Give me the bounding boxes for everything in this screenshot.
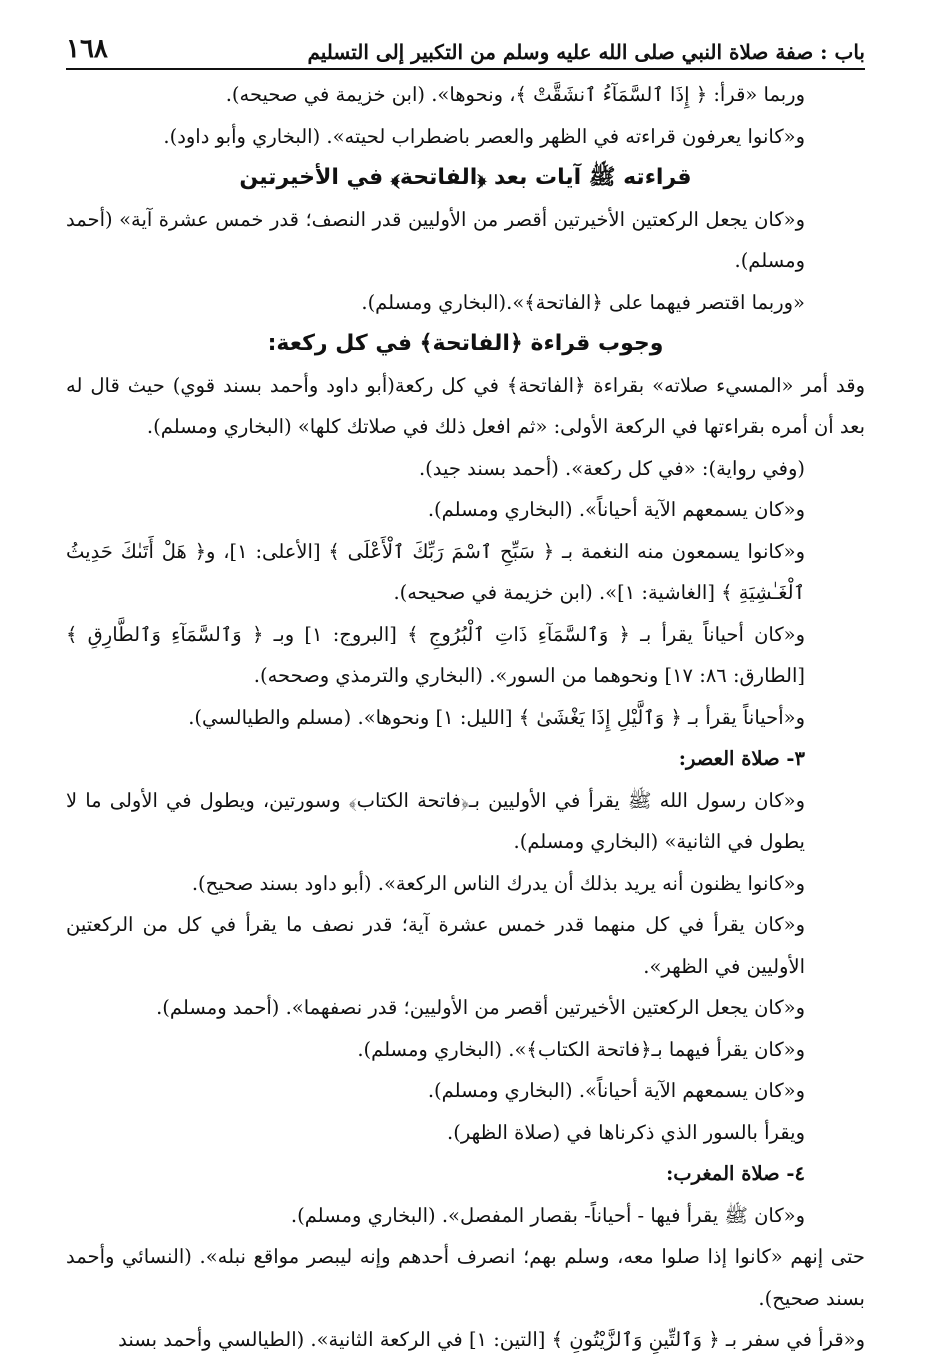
subsection-heading: ٤- صلاة المغرب:	[666, 1162, 805, 1185]
paragraph: و«كان يجعل الركعتين الأخيرتين أقصر من الأوليين؛ قدر نصفهما». (أحمد ومسلم).	[156, 996, 805, 1019]
subsection-heading: ٣- صلاة العصر:	[678, 747, 805, 770]
paragraph: ويقرأ بالسور الذي ذكرناها في (صلاة الظهر).	[447, 1120, 805, 1144]
section-heading: وجوب قراءة ﴿الفاتحة﴾ في كل ركعة:	[267, 331, 664, 356]
running-title: باب : صفة صلاة النبي صلى الله عليه وسلم من التكبير إلى التسليم	[307, 40, 865, 64]
page-body	[66, 74, 865, 1361]
paragraph: و«كان يسمعهم الآية أحياناً». (البخاري ومسلم).	[427, 1079, 805, 1102]
paragraph: و«كان يسمعهم الآية أحياناً». (البخاري ومسلم).	[427, 498, 805, 521]
paragraph: و«كان يجعل الركعتين الأخيرتين أقصر من الأوليين قدر النصف؛ قدر خمس عشرة آية» (أحمد ومسلم).	[66, 207, 805, 272]
paragraph: وقد أمر «المسيء صلاته» بقراءة ﴿الفاتحة﴾ في كل ركعة(أبو داود وأحمد بسند قوي) حيث قال له بعد أن أمره بقراءتها في الركعة الأولى: «ثم افعل ذلك في صلاتك كلها» (البخاري ومسلم).	[66, 373, 865, 438]
paragraph: و«كان ﷺ يقرأ فيها - أحياناً- بقصار المفصل». (البخاري ومسلم).	[290, 1203, 805, 1227]
paragraph: و«أحياناً يقرأ بـ ﴿ وَٱلَّيْلِ إِذَا يَغْشَىٰ ﴾ [الليل: ١] ونحوها». (مسلم والطيالسي).	[188, 705, 805, 729]
paragraph: «وربما اقتصر فيهما على ﴿الفاتحة﴾».(البخاري ومسلم).	[361, 290, 805, 314]
paragraph: و«كانوا يعرفون قراءته في الظهر والعصر باضطراب لحيته». (البخاري وأبو داود).	[163, 124, 805, 148]
paragraph: حتى إنهم «كانوا إذا صلوا معه، وسلم بهم؛ انصرف أحدهم وإنه ليبصر مواقع نبله». (النسائي وأحمد بسند صحيح).	[66, 1245, 865, 1310]
section-heading: قراءته ﷺ آيات بعد ﴿الفاتحة﴾ في الأخيرتين	[239, 165, 692, 190]
paragraph: و«قرأ في سفر بـ ﴿ وَٱلتِّينِ وَٱلزَّيْتُونِ ﴾ [التين: ١] في الركعة الثانية». (الطيالسي وأحمد بسند	[118, 1328, 865, 1351]
page-number: ١٦٨	[66, 34, 108, 64]
paragraph: و«كان رسول الله ﷺ يقرأ في الأوليين بـ﴿فاتحة الكتاب﴾ وسورتين، ويطول في الأولى ما لا يطول في الثانية» (البخاري ومسلم).	[66, 788, 805, 853]
paragraph: و«كان يقرأ فيهما بـ﴿فاتحة الكتاب﴾». (البخاري ومسلم).	[357, 1037, 805, 1061]
paragraph: و«كان يقرأ في كل منهما قدر خمس عشرة آية؛ قدر نصف ما يقرأ في كل من الركعتين الأوليين في الظهر».	[66, 913, 805, 978]
paragraph: (وفي رواية): «في كل ركعة». (أحمد بسند جيد).	[418, 456, 805, 480]
paragraph: وربما «قرأ: ﴿ إِذَا ٱلسَّمَآءُ ٱنشَقَّتْ ﴾، ونحوها». (ابن خزيمة في صحيحه).	[225, 83, 805, 106]
paragraph: و«كانوا يظنون أنه يريد بذلك أن يدرك الناس الركعة». (أبو داود بسند صحيح).	[191, 871, 805, 895]
page-header	[66, 30, 865, 70]
paragraph: و«كان أحياناً يقرأ بـ ﴿ وَٱلسَّمَآءِ ذَاتِ ٱلْبُرُوجِ ﴾ [البروج: ١] وبـ ﴿ وَٱلسَّمَآءِ وَٱلطَّارِقِ ﴾ [الطارق: ٨٦: ١٧] ونحوهما من السور». (البخاري والترمذي وصححه).	[66, 622, 806, 687]
paragraph: و«كانوا يسمعون منه النغمة بـ ﴿ سَبِّحِ ٱسْمَ رَبِّكَ ٱلْأَعْلَى ﴾ [الأعلى: ١]، و﴿ هَلْ أَتَىٰكَ حَدِيثُ ٱلْغَـٰشِيَةِ ﴾ [الغاشية: ١]». (ابن خزيمة في صحيحه).	[66, 539, 805, 604]
